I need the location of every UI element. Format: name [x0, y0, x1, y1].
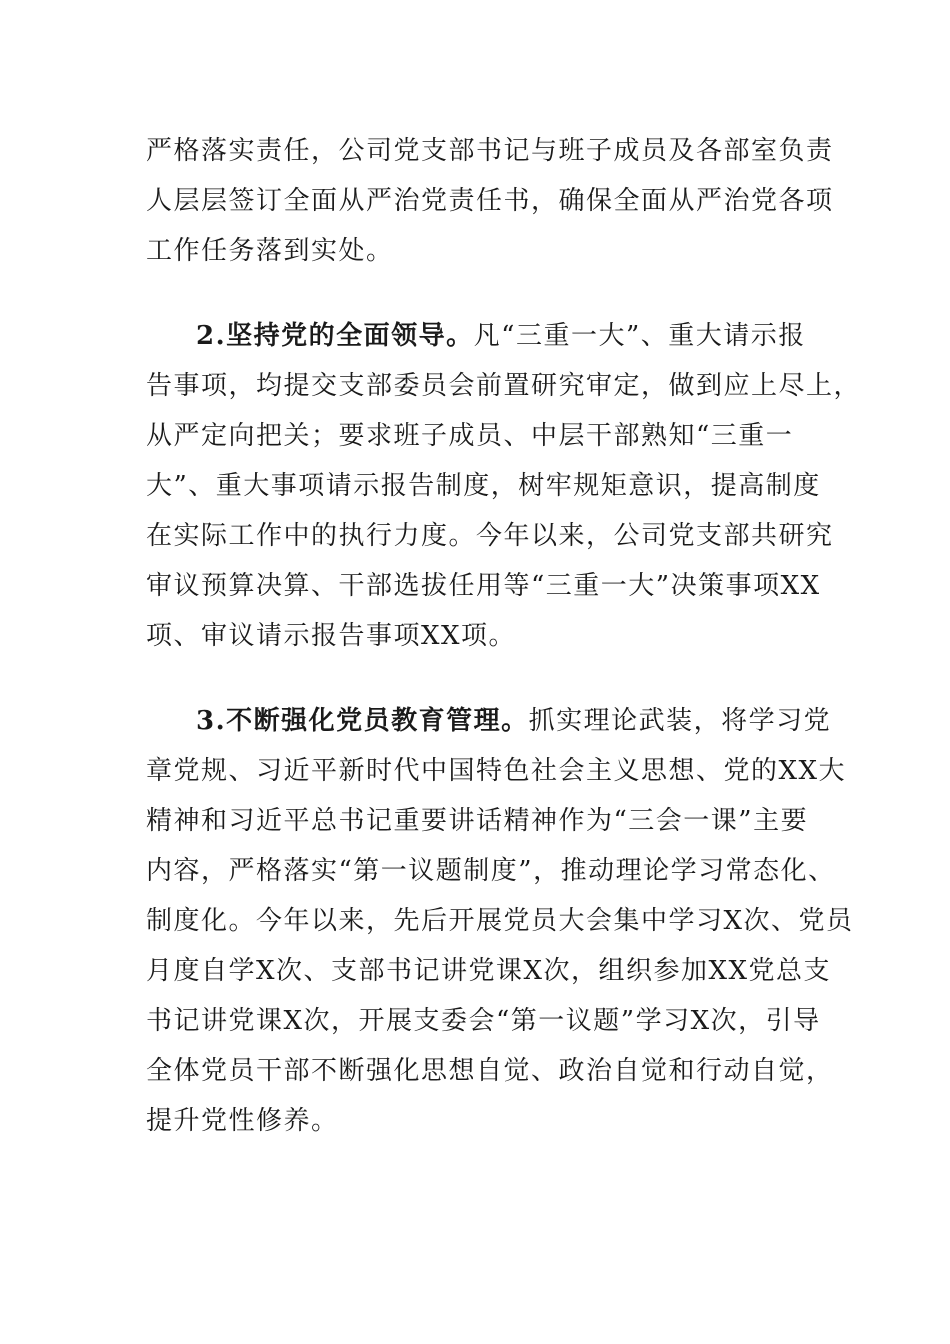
paragraph-1-line: 严格落实责任，公司党支部书记与班子成员及各部室负责 [146, 136, 834, 166]
paragraph-2-line: 从严定向把关；要求班子成员、中层干部熟知“三重一 [146, 421, 794, 451]
paragraph-3-line: 书记讲党课X次，开展支委会“第一议题”学习X次，引导 [146, 1006, 821, 1036]
paragraph-3-first-line-rest: 抓实理论武装，将学习党 [528, 706, 832, 736]
paragraph-3 [146, 696, 854, 1146]
paragraph-2-first-line [146, 311, 806, 361]
paragraph-3-line: 章党规、习近平新时代中国特色社会主义思想、党的XX大 [146, 756, 847, 786]
paragraph-3-line: 月度自学X次、支部书记讲党课X次，组织参加XX党总支 [146, 956, 832, 986]
paragraph-2-first-line-rest: 凡“三重一大”、重大请示报 [473, 321, 806, 351]
paragraph-2-line: 告事项，均提交支部委员会前置研究审定，做到应上尽上， [146, 371, 862, 401]
paragraph-1-line: 工作任务落到实处。 [146, 236, 394, 266]
paragraph-3-line: 内容，严格落实“第一议题制度”，推动理论学习常态化、 [146, 856, 836, 886]
paragraph-3-line: 提升党性修养。 [146, 1106, 339, 1136]
paragraph-1-line: 人层层签订全面从严治党责任书，确保全面从严治党各项 [146, 186, 834, 216]
paragraph-2-heading: 2.坚持党的全面领导。 [196, 321, 474, 351]
paragraph-3-heading: 3.不断强化党员教育管理。 [196, 706, 529, 736]
paragraph-2-line: 审议预算决算、干部选拔任用等“三重一大”决策事项XX [146, 571, 821, 601]
paragraph-2-line: 项、审议请示报告事项XX项。 [146, 621, 517, 651]
paragraph-1 [146, 126, 834, 276]
paragraph-2-line: 在实际工作中的执行力度。今年以来，公司党支部共研究 [146, 521, 834, 551]
paragraph-3-line: 制度化。今年以来，先后开展党员大会集中学习X次、党员 [146, 906, 854, 936]
paragraph-3-line: 精神和习近平总书记重要讲话精神作为“三会一课”主要 [146, 806, 809, 836]
paragraph-2 [146, 311, 862, 661]
paragraph-3-line: 全体党员干部不断强化思想自觉、政治自觉和行动自觉， [146, 1056, 834, 1086]
paragraph-3-first-line [146, 696, 832, 746]
paragraph-2-line: 大”、重大事项请示报告制度，树牢规矩意识，提高制度 [146, 471, 821, 501]
